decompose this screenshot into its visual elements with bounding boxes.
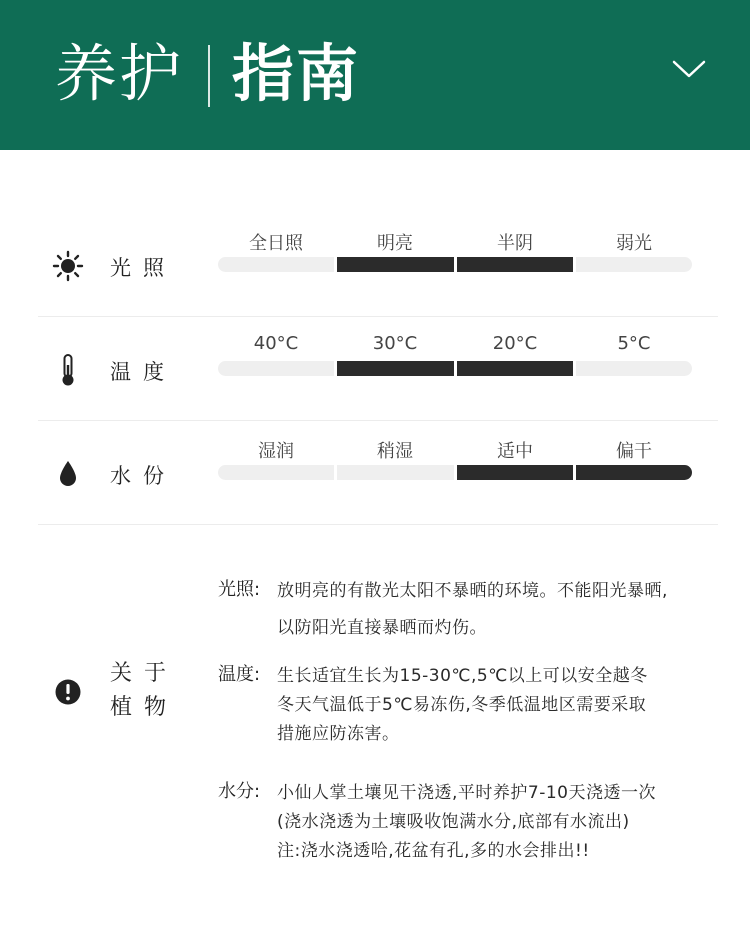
about-label-line1: 关于 xyxy=(110,661,179,686)
scale-label: 30°C xyxy=(372,333,418,354)
note-line: 以防阳光直接暴晒而灼伤。 xyxy=(277,618,487,638)
chevron-down-icon[interactable] xyxy=(672,58,706,80)
scale-label: 5°C xyxy=(617,333,651,354)
title-divider xyxy=(208,45,210,107)
scale-segment xyxy=(337,361,454,376)
thermometer-icon xyxy=(50,352,86,388)
scale-label: 明亮 xyxy=(377,233,413,254)
row-divider xyxy=(38,524,718,525)
scale-segment xyxy=(218,257,334,272)
scale-segment xyxy=(457,257,573,272)
row-divider xyxy=(38,316,718,317)
scale-label: 稍湿 xyxy=(377,441,413,462)
scale-segment xyxy=(218,465,334,480)
scale-label: 湿润 xyxy=(258,441,294,462)
scale-label: 弱光 xyxy=(616,233,652,254)
header-banner xyxy=(0,0,750,150)
about-label-line2: 植物 xyxy=(110,695,179,720)
scale-label: 适中 xyxy=(497,441,533,462)
scale-segment xyxy=(457,465,573,480)
row-label-water: 水份 xyxy=(110,464,176,488)
note-line: 注:浇水浇透哈,花盆有孔,多的水会排出!! xyxy=(277,841,590,861)
note-key-light: 光照: xyxy=(218,579,261,600)
scale-segment xyxy=(457,361,573,376)
scale-segment xyxy=(576,257,692,272)
scale-label: 20°C xyxy=(492,333,538,354)
scale-segment xyxy=(576,361,692,376)
note-line: 小仙人掌土壤见干浇透,平时养护7-10天浇透一次 xyxy=(277,783,656,803)
scale-segment xyxy=(337,465,454,480)
scale-segment xyxy=(218,361,334,376)
note-key-temperature: 温度: xyxy=(218,664,261,685)
note-line: 放明亮的有散光太阳不暴晒的环境。不能阳光暴晒, xyxy=(277,581,668,601)
scale-label: 半阴 xyxy=(497,233,533,254)
note-key-water: 水分: xyxy=(218,781,261,802)
scale-segment xyxy=(576,465,692,480)
exclamation-icon xyxy=(50,674,86,710)
scale-label: 偏干 xyxy=(616,441,652,462)
scale-label: 全日照 xyxy=(249,233,303,254)
sun-icon xyxy=(50,248,86,284)
note-line: 措施应防冻害。 xyxy=(277,724,400,744)
title-care: 养护 xyxy=(55,37,184,110)
note-line: 冬天气温低于5℃易冻伤,冬季低温地区需要采取 xyxy=(277,695,647,715)
title-guide: 指南 xyxy=(232,37,361,110)
row-divider xyxy=(38,420,718,421)
row-label-light: 光照 xyxy=(110,256,176,280)
note-line: 生长适宜生长为15-30℃,5℃以上可以安全越冬 xyxy=(277,666,648,686)
scale-segment xyxy=(337,257,454,272)
row-label-temperature: 温度 xyxy=(110,360,176,384)
note-line: (浇水浇透为土壤吸收饱满水分,底部有水流出) xyxy=(277,812,630,832)
water-drop-icon xyxy=(50,456,86,492)
scale-label: 40°C xyxy=(253,333,299,354)
